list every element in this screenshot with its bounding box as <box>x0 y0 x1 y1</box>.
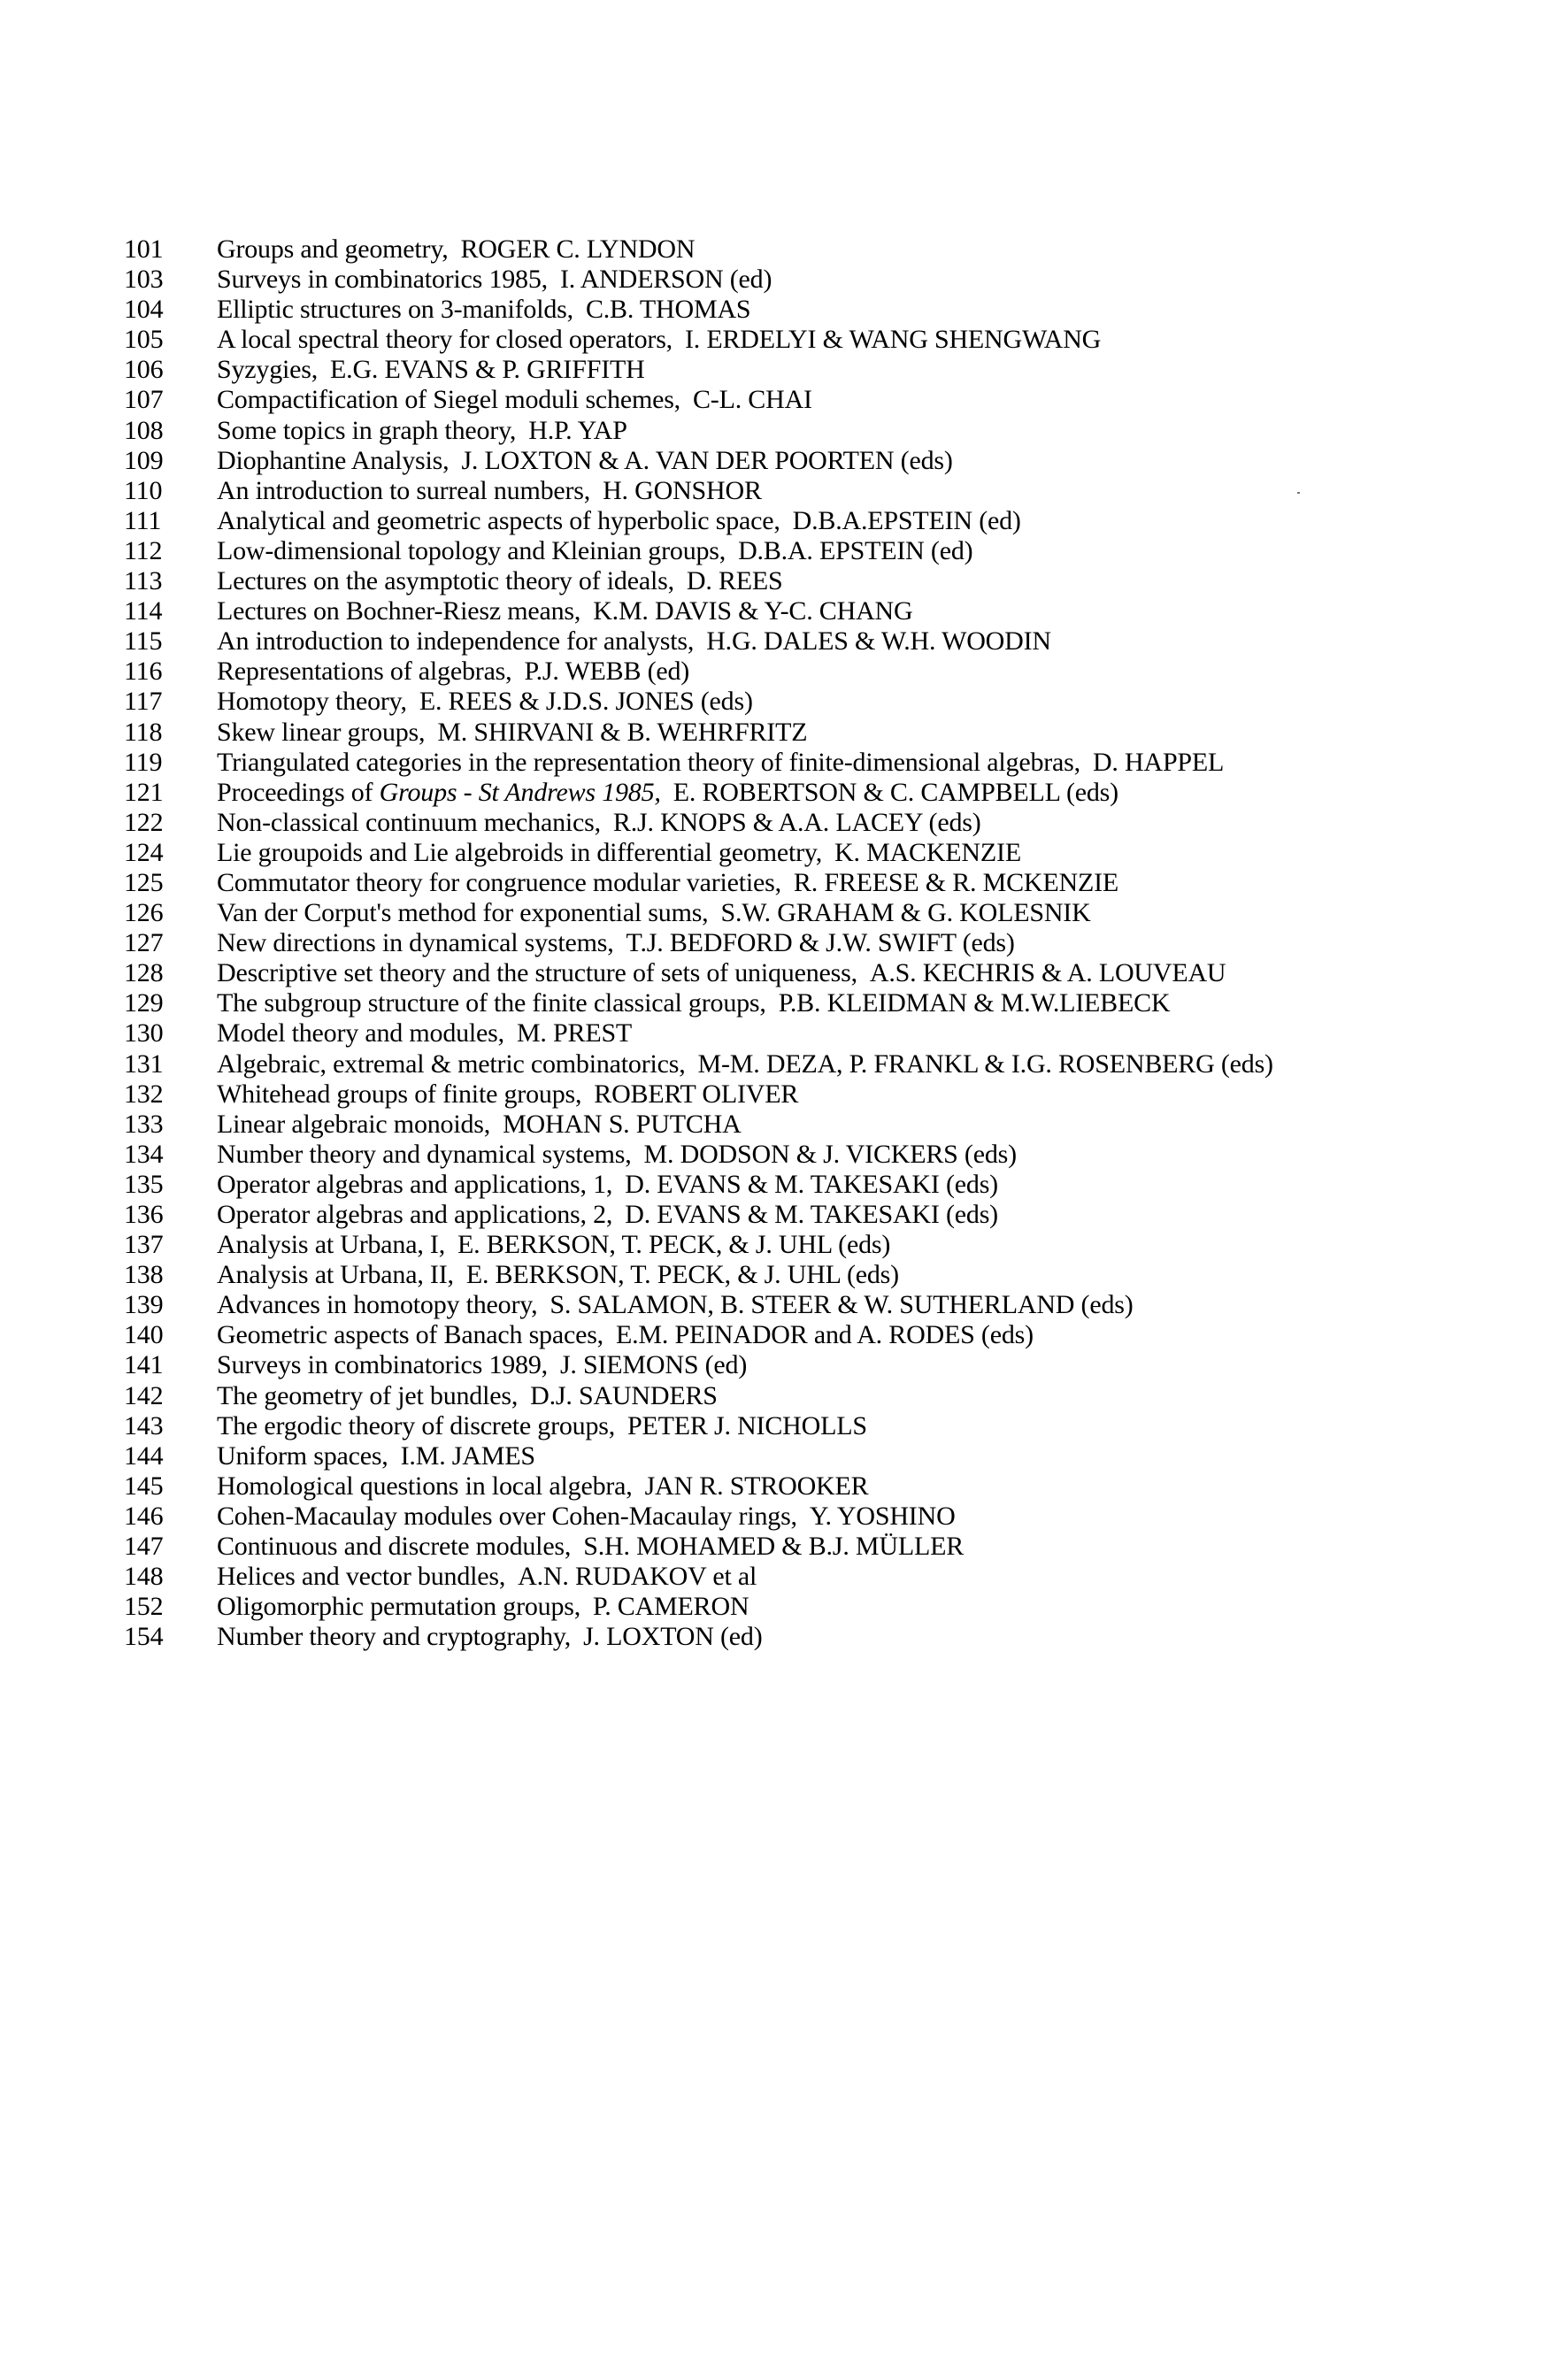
entry-author: P. CAMERON <box>593 1592 749 1622</box>
entry-text <box>217 385 812 415</box>
entry-number: 138 <box>124 1260 164 1290</box>
entry-text <box>217 1290 1134 1320</box>
entry-author: S.W. GRAHAM & G. KOLESNIK <box>720 898 1091 928</box>
list-item <box>124 1622 1540 1652</box>
entry-number: 122 <box>124 807 164 837</box>
list-item <box>124 355 1540 385</box>
list-item <box>124 416 1540 446</box>
entry-title: Cohen-Macaulay modules over Cohen-Macaulay rings, <box>217 1501 797 1531</box>
entry-number: 137 <box>124 1230 164 1260</box>
list-item <box>124 536 1540 566</box>
list-item <box>124 778 1540 808</box>
entry-number: 144 <box>124 1440 164 1471</box>
entry-number: 117 <box>124 687 163 717</box>
entry-text <box>217 718 807 748</box>
entry-title: Advances in homotopy theory, <box>217 1290 538 1320</box>
entry-text <box>217 1049 1273 1079</box>
entry-title: Analysis at Urbana, I, <box>217 1230 446 1260</box>
entry-number: 133 <box>124 1109 164 1139</box>
entry-text <box>217 1622 763 1652</box>
entry-text <box>217 928 1015 958</box>
entry-author: D.J. SAUNDERS <box>530 1380 718 1410</box>
entry-text <box>217 1200 998 1230</box>
entry-author: H.G. DALES & W.H. WOODIN <box>706 626 1051 657</box>
list-item <box>124 1592 1540 1622</box>
entry-number: 112 <box>124 535 163 565</box>
entry-title: Number theory and dynamical systems, <box>217 1139 632 1169</box>
entry-number: 116 <box>124 657 163 687</box>
entry-author: E.M. PEINADOR and A. RODES (eds) <box>615 1320 1034 1350</box>
entry-number: 111 <box>124 505 162 535</box>
entry-number: 134 <box>124 1139 164 1169</box>
entry-text <box>217 1592 749 1622</box>
entry-title: The subgroup structure of the finite classical groups, <box>217 988 766 1018</box>
entry-number: 140 <box>124 1320 164 1350</box>
entry-author: T.J. BEDFORD & J.W. SWIFT (eds) <box>626 928 1015 958</box>
entry-text <box>217 1079 798 1110</box>
list-item <box>124 1441 1540 1471</box>
entry-text <box>217 1502 956 1532</box>
list-item <box>124 325 1540 355</box>
list-item <box>124 1079 1540 1110</box>
entry-text <box>217 506 1021 536</box>
entry-text <box>217 1350 747 1380</box>
list-item <box>124 1140 1540 1170</box>
list-item <box>124 1230 1540 1260</box>
entry-title: Some topics in graph theory, <box>217 415 517 445</box>
list-item <box>124 1411 1540 1441</box>
list-item <box>124 1200 1540 1230</box>
entry-text <box>217 1140 1017 1170</box>
entry-title: Uniform spaces, <box>217 1440 388 1471</box>
entry-text <box>217 325 1101 355</box>
entry-author: I.M. JAMES <box>400 1440 535 1471</box>
entry-title: An introduction to surreal numbers, <box>217 475 591 505</box>
entry-title: An introduction to independence for analysts, <box>217 626 695 657</box>
entry-number: 125 <box>124 867 164 897</box>
stray-mark <box>1297 492 1300 494</box>
entry-author: C-L. CHAI <box>692 385 812 415</box>
entry-text <box>217 1441 535 1471</box>
entry-author: A.N. RUDAKOV et al <box>518 1562 757 1592</box>
entry-author: D. HAPPEL <box>1092 747 1225 777</box>
entry-author: M. SHIRVANI & B. WEHRFRITZ <box>437 717 808 747</box>
entry-title: Analysis at Urbana, II, <box>217 1260 454 1290</box>
entry-title: Analytical and geometric aspects of hyperbolic space, <box>217 505 780 535</box>
entry-text <box>217 536 972 566</box>
entry-title: Surveys in combinatorics 1989, <box>217 1350 548 1380</box>
entry-author: E. BERKSON, T. PECK, & J. UHL (eds) <box>465 1260 899 1290</box>
entry-number: 113 <box>124 566 163 596</box>
entry-number: 145 <box>124 1471 164 1501</box>
list-item <box>124 626 1540 657</box>
entry-title: A local spectral theory for closed operators, <box>217 325 673 355</box>
entry-number: 106 <box>124 355 164 385</box>
entry-text <box>217 1170 998 1200</box>
list-item <box>124 838 1540 868</box>
entry-title: Descriptive set theory and the structure of sets of uniqueness, <box>217 958 857 988</box>
entry-title: Algebraic, extremal & metric combinatorics, <box>217 1049 686 1079</box>
entry-title: Lectures on Bochner-Riesz means, <box>217 596 581 626</box>
list-item <box>124 657 1540 687</box>
entry-author: H. GONSHOR <box>603 475 762 505</box>
entry-text <box>217 958 1226 988</box>
entry-author: Y. YOSHINO <box>809 1501 956 1531</box>
entry-text <box>217 626 1051 657</box>
entry-number: 103 <box>124 265 164 295</box>
list-item <box>124 1170 1540 1200</box>
list-item <box>124 506 1540 536</box>
entry-title: Whitehead groups of finite groups, <box>217 1079 582 1109</box>
entry-number: 146 <box>124 1501 164 1531</box>
list-item <box>124 1350 1540 1380</box>
entry-title: Proceedings of <box>217 777 373 807</box>
entry-number: 121 <box>124 777 164 807</box>
entry-text <box>217 748 1224 778</box>
entry-author: R.J. KNOPS & A.A. LACEY (eds) <box>612 807 981 837</box>
entry-number: 107 <box>124 385 164 415</box>
entry-number: 141 <box>124 1350 164 1380</box>
list-item <box>124 566 1540 596</box>
list-item <box>124 1049 1540 1079</box>
entry-text <box>217 687 753 717</box>
entry-author: ROGER C. LYNDON <box>460 234 696 264</box>
entry-author: K.M. DAVIS & Y-C. CHANG <box>593 596 913 626</box>
entry-number: 135 <box>124 1169 164 1199</box>
entry-text <box>217 1230 890 1260</box>
list-item <box>124 1381 1540 1411</box>
entry-number: 147 <box>124 1532 164 1562</box>
entry-author: E.G. EVANS & P. GRIFFITH <box>330 355 645 385</box>
entry-title: Helices and vector bundles, <box>217 1562 506 1592</box>
entry-number: 119 <box>124 747 163 777</box>
entry-author: I. ERDELYI & WANG SHENGWANG <box>684 325 1102 355</box>
entry-author: K. MACKENZIE <box>834 837 1021 867</box>
entry-title: Non-classical continuum mechanics, <box>217 807 601 837</box>
entry-author: E. REES & J.D.S. JONES (eds) <box>419 687 753 717</box>
entry-title: Geometric aspects of Banach spaces, <box>217 1320 603 1350</box>
entry-number: 109 <box>124 445 164 475</box>
entry-author: M. PREST <box>516 1018 633 1049</box>
entry-author: MOHAN S. PUTCHA <box>503 1109 742 1139</box>
entry-title: Diophantine Analysis, <box>217 445 450 475</box>
entry-text <box>217 1018 632 1049</box>
entry-number: 136 <box>124 1200 164 1229</box>
entry-title: Skew linear groups, <box>217 717 426 747</box>
entry-title: Triangulated categories in the representation theory of finite-dimensional algebras, <box>217 747 1080 777</box>
entry-number: 130 <box>124 1018 164 1049</box>
entry-title: Model theory and modules, <box>217 1018 504 1049</box>
entry-text <box>217 1562 757 1592</box>
entry-author: E. BERKSON, T. PECK, & J. UHL (eds) <box>457 1230 891 1260</box>
entry-text <box>217 416 627 446</box>
entry-text <box>217 808 981 838</box>
entry-author: D. EVANS & M. TAKESAKI (eds) <box>625 1200 998 1229</box>
entry-number: 131 <box>124 1049 164 1079</box>
list-item <box>124 1290 1540 1320</box>
entry-title-italic: Groups - St Andrews 1985, <box>379 777 661 807</box>
entry-text <box>217 1411 867 1441</box>
entry-author: D.B.A. EPSTEIN (ed) <box>738 535 973 565</box>
list-item <box>124 928 1540 958</box>
entry-author: D. EVANS & M. TAKESAKI (eds) <box>625 1169 998 1199</box>
entry-text <box>217 1110 742 1140</box>
entry-number: 139 <box>124 1290 164 1320</box>
list-item <box>124 718 1540 748</box>
entry-text <box>217 898 1091 928</box>
entry-text <box>217 234 695 265</box>
entry-number: 104 <box>124 295 164 325</box>
list-item <box>124 234 1540 265</box>
entry-author: D. REES <box>686 566 783 596</box>
entry-title: Number theory and cryptography, <box>217 1622 572 1652</box>
list-item <box>124 687 1540 717</box>
list-item <box>124 596 1540 626</box>
entry-author: J. SIEMONS (ed) <box>559 1350 748 1380</box>
entry-text <box>217 355 645 385</box>
entry-author: R. FREESE & R. MCKENZIE <box>793 867 1119 897</box>
entry-author: M-M. DEZA, P. FRANKL & I.G. ROSENBERG (eds) <box>697 1049 1273 1079</box>
list-item <box>124 868 1540 898</box>
entry-number: 129 <box>124 988 164 1018</box>
entry-number: 126 <box>124 898 164 928</box>
entry-title: Elliptic structures on 3-manifolds, <box>217 295 573 325</box>
entry-title: Lectures on the asymptotic theory of ideals, <box>217 566 674 596</box>
entry-author: I. ANDERSON (ed) <box>559 265 772 295</box>
entry-number: 114 <box>124 596 163 626</box>
entry-author: J. LOXTON & A. VAN DER POORTEN (eds) <box>461 445 953 475</box>
entry-title: Representations of algebras, <box>217 657 512 687</box>
entry-title: Operator algebras and applications, 2, <box>217 1200 613 1229</box>
list-item <box>124 295 1540 325</box>
entry-author: S. SALAMON, B. STEER & W. SUTHERLAND (eds) <box>550 1290 1134 1320</box>
entry-title: Homological questions in local algebra, <box>217 1471 633 1501</box>
list-item <box>124 1562 1540 1592</box>
list-item <box>124 1110 1540 1140</box>
list-item <box>124 808 1540 838</box>
entry-text <box>217 295 750 325</box>
entry-title: Syzygies, <box>217 355 319 385</box>
entry-number: 143 <box>124 1410 164 1440</box>
entry-title: Oligomorphic permutation groups, <box>217 1592 581 1622</box>
entry-text <box>217 446 953 476</box>
list-item <box>124 385 1540 415</box>
entry-number: 127 <box>124 928 164 958</box>
series-list <box>124 234 1540 1652</box>
entry-number: 118 <box>124 717 163 747</box>
entry-title: New directions in dynamical systems, <box>217 928 614 958</box>
entry-number: 152 <box>124 1592 164 1622</box>
entry-text <box>217 566 783 596</box>
entry-number: 115 <box>124 626 163 657</box>
entry-text <box>217 1320 1034 1350</box>
entry-text <box>217 868 1118 898</box>
entry-text <box>217 265 772 295</box>
entry-text <box>217 657 689 687</box>
list-item <box>124 748 1540 778</box>
entry-number: 105 <box>124 325 164 355</box>
entry-text <box>217 778 1118 808</box>
list-item <box>124 898 1540 928</box>
entry-title: Commutator theory for congruence modular varieties, <box>217 867 781 897</box>
entry-number: 148 <box>124 1562 164 1592</box>
entry-text <box>217 596 912 626</box>
entry-title: Continuous and discrete modules, <box>217 1532 572 1562</box>
entry-number: 142 <box>124 1380 164 1410</box>
entry-title: The geometry of jet bundles, <box>217 1380 519 1410</box>
entry-text <box>217 1471 868 1502</box>
entry-number: 154 <box>124 1622 164 1652</box>
entry-author: D.B.A.EPSTEIN (ed) <box>792 505 1021 535</box>
list-item <box>124 1320 1540 1350</box>
list-item <box>124 1471 1540 1502</box>
list-item <box>124 1502 1540 1532</box>
entry-author: ROBERT OLIVER <box>594 1079 799 1109</box>
entry-title: Low-dimensional topology and Kleinian groups, <box>217 535 726 565</box>
entry-title: Linear algebraic monoids, <box>217 1109 491 1139</box>
entry-title: Van der Corput's method for exponential sums, <box>217 898 709 928</box>
entry-title: Groups and geometry, <box>217 234 449 264</box>
list-item <box>124 476 1540 506</box>
entry-text <box>217 988 1170 1018</box>
entry-title: Lie groupoids and Lie algebroids in differential geometry, <box>217 837 823 867</box>
entry-title: Compactification of Siegel moduli schemes, <box>217 385 680 415</box>
entry-text <box>217 476 762 506</box>
entry-title: Surveys in combinatorics 1985, <box>217 265 548 295</box>
entry-text <box>217 1381 718 1411</box>
entry-author: P.B. KLEIDMAN & M.W.LIEBECK <box>778 988 1171 1018</box>
entry-number: 110 <box>124 475 163 505</box>
entry-author: JAN R. STROOKER <box>644 1471 869 1501</box>
entry-title: Operator algebras and applications, 1, <box>217 1169 613 1199</box>
entry-text <box>217 838 1021 868</box>
list-item <box>124 1532 1540 1562</box>
entry-number: 108 <box>124 415 164 445</box>
entry-author: A.S. KECHRIS & A. LOUVEAU <box>869 958 1226 988</box>
list-item <box>124 446 1540 476</box>
entry-author: S.H. MOHAMED & B.J. MÜLLER <box>583 1532 965 1562</box>
entry-author: H.P. YAP <box>528 415 627 445</box>
entry-author: C.B. THOMAS <box>585 295 751 325</box>
entry-author: P.J. WEBB (ed) <box>524 657 690 687</box>
list-item <box>124 1018 1540 1049</box>
entry-number: 124 <box>124 837 164 867</box>
entry-title: The ergodic theory of discrete groups, <box>217 1410 616 1440</box>
list-item <box>124 1260 1540 1290</box>
entry-text <box>217 1532 964 1562</box>
entry-author: E. ROBERTSON & C. CAMPBELL (eds) <box>673 777 1118 807</box>
entry-title: Homotopy theory, <box>217 687 407 717</box>
entry-number: 132 <box>124 1079 164 1109</box>
entry-number: 101 <box>124 234 164 264</box>
entry-author: PETER J. NICHOLLS <box>627 1410 867 1440</box>
entry-author: M. DODSON & J. VICKERS (eds) <box>643 1139 1017 1169</box>
list-item <box>124 988 1540 1018</box>
list-item <box>124 265 1540 295</box>
list-item <box>124 958 1540 988</box>
entry-author: J. LOXTON (ed) <box>583 1622 763 1652</box>
entry-text <box>217 1260 899 1290</box>
entry-number: 128 <box>124 958 164 988</box>
